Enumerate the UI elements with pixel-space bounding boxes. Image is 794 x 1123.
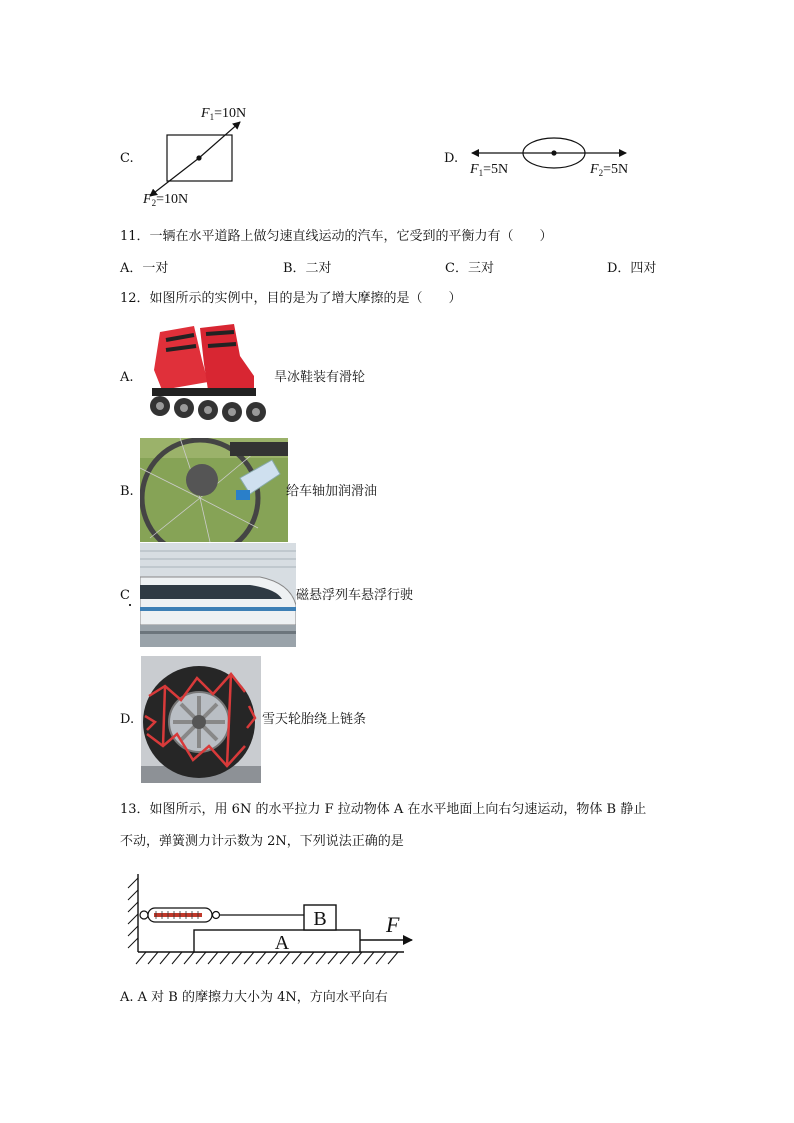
q10-option-c-letter: C. — [120, 151, 134, 166]
q10-c-f2-label: $F_2=10N$ — [143, 192, 189, 208]
force-f2-arrow — [150, 158, 199, 196]
q12-a-letter: A. — [120, 370, 134, 385]
q11-option-c: C．三对 — [445, 261, 494, 276]
roller-skates-image — [142, 320, 272, 428]
q12-b-caption: 给车轴加润滑油 — [286, 484, 378, 499]
q11-option-a: A．一对 — [120, 261, 169, 276]
q12-stem: 12．如图所示的实例中，目的是为了增大摩擦的是（ ） — [120, 291, 462, 306]
block-a-label: A — [274, 932, 290, 954]
force-f1-arrow — [199, 122, 240, 158]
q11-option-b: B．二对 — [283, 261, 332, 276]
q12-c-caption: 磁悬浮列车悬浮行驶 — [296, 588, 414, 603]
q13-stem-line2: 不动，弹簧测力计示数为 2N，下列说法正确的是 — [120, 834, 404, 849]
bicycle-lubrication-image — [140, 438, 288, 542]
q13-stem-line1: 13．如图所示，用 6N 的水平拉力 F 拉动物体 A 在水平地面上向右匀速运动，物体 B 静止 — [120, 802, 647, 817]
q12-b-letter: B. — [120, 484, 134, 499]
q12-c-dot — [129, 604, 131, 606]
maglev-train-image — [140, 543, 296, 647]
q10-option-d-letter: D. — [444, 151, 459, 166]
force-f-label: F — [386, 912, 400, 937]
q13-option-a: A. A 对 B 的摩擦力大小为 4N，方向水平向右 — [120, 990, 388, 1005]
q10-d-f1-label: $F_1=5N$ — [470, 162, 509, 178]
q11-stem: 11．一辆在水平道路上做匀速直线运动的汽车，它受到的平衡力有（ ） — [120, 229, 553, 244]
tire-chain-image — [141, 656, 261, 783]
ground-hatching — [136, 952, 398, 964]
spring-scale — [140, 908, 220, 922]
q10-d-f2-label: $F_2=5N$ — [590, 162, 629, 178]
q13-figure — [122, 868, 422, 972]
center-point — [196, 155, 201, 160]
q10-c-f1-label: $F_1=10N$ — [201, 106, 247, 122]
q11-option-d: D．四对 — [607, 261, 657, 276]
center-point — [551, 150, 556, 155]
block-b-label: B — [313, 908, 327, 930]
wall-hatching — [128, 878, 138, 948]
q12-d-letter: D. — [120, 712, 135, 727]
q12-a-caption: 旱冰鞋装有滑轮 — [274, 370, 366, 385]
q12-d-caption: 雪天轮胎绕上链条 — [262, 712, 367, 727]
q12-c-letter: C — [120, 588, 130, 603]
